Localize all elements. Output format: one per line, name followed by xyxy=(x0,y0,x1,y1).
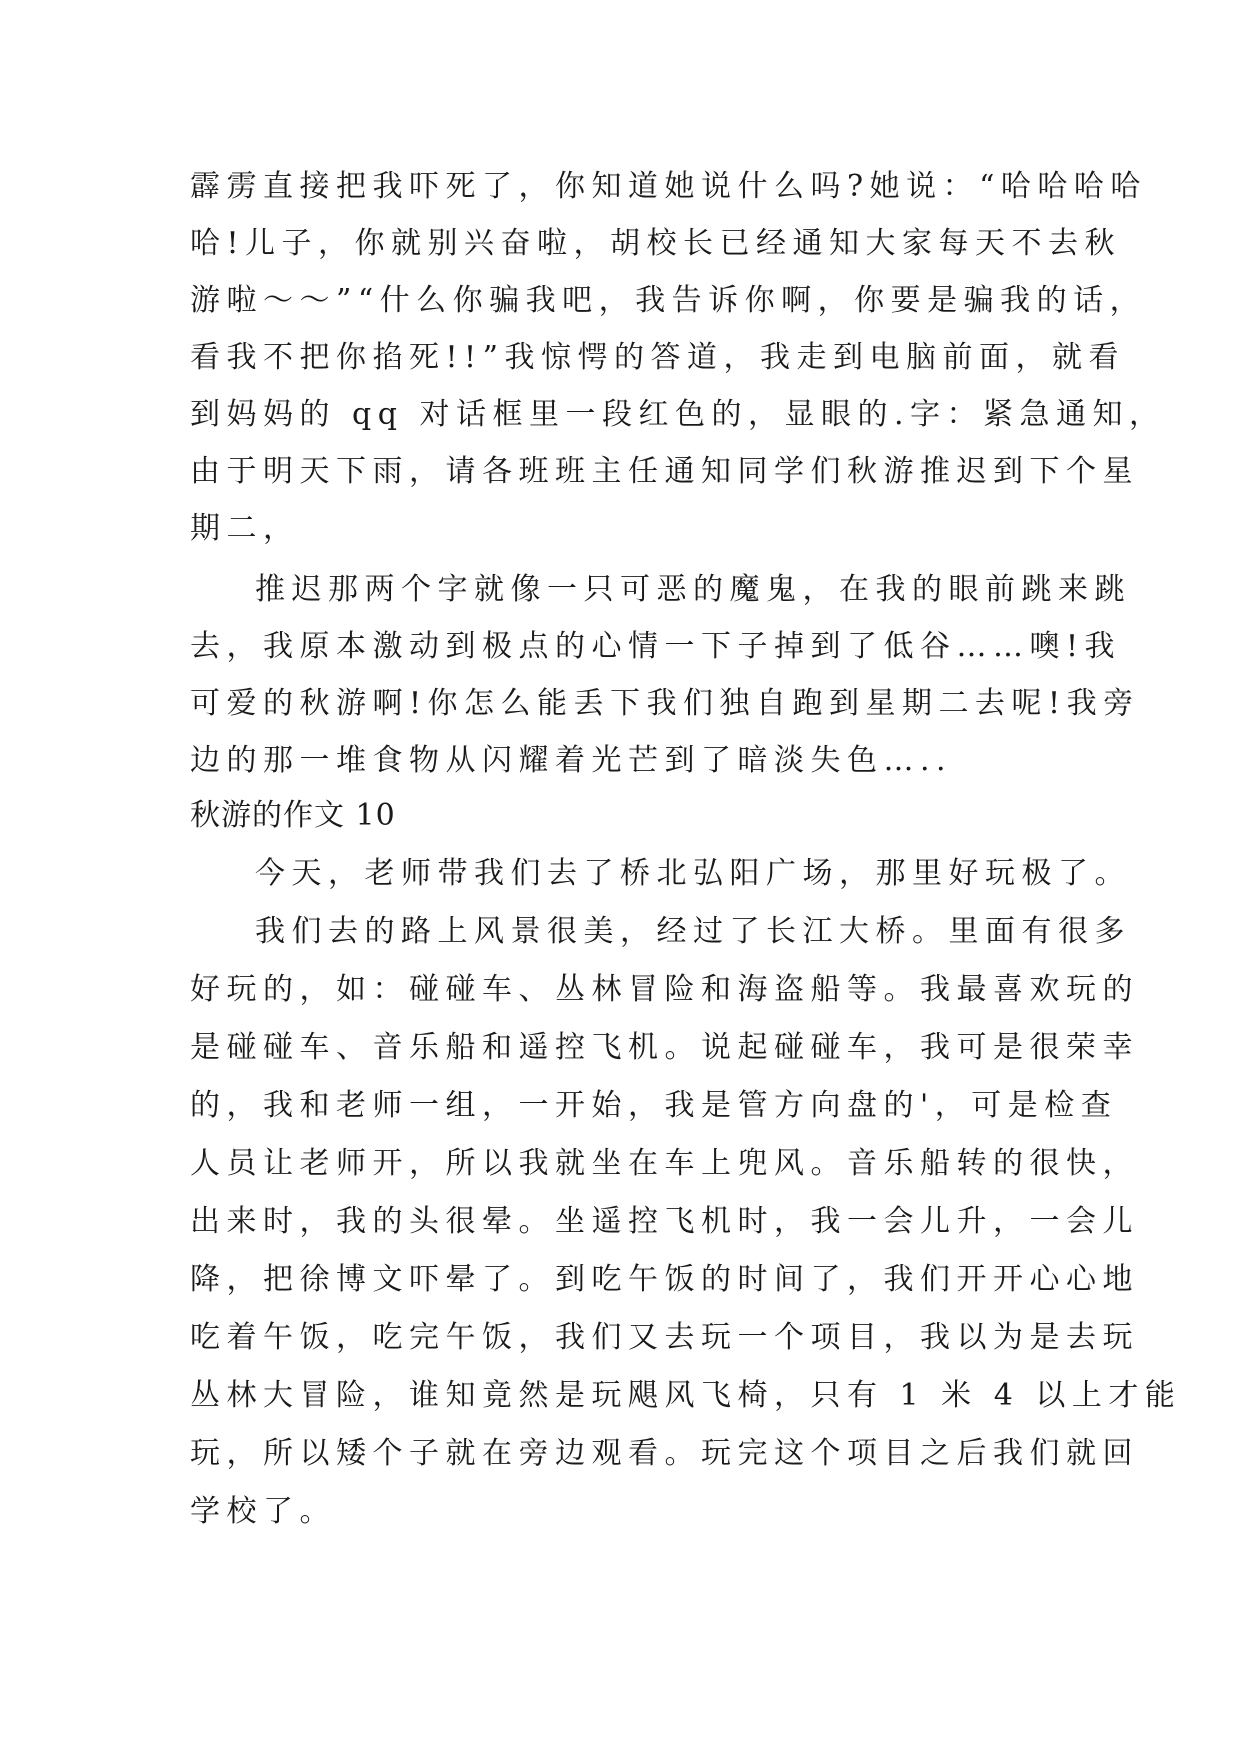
text-line: 学校了。 xyxy=(190,1494,336,1529)
text-line: 可爱的秋游啊!你怎么能丢下我们独自跑到星期二去呢!我旁 xyxy=(190,686,1140,721)
essay-title: 秋游的作文 10 xyxy=(190,798,396,833)
text-line: 的，我和老师一组，一开始，我是管方向盘的'，可是检查 xyxy=(190,1088,1118,1123)
text-line: 哈!儿子，你就别兴奋啦，胡校长已经通知大家每天不去秋 xyxy=(190,226,1122,261)
paragraph-first-line: 今天，老师带我们去了桥北弘阳广场，那里好玩极了。 xyxy=(255,856,1131,891)
text-line: 边的那一堆食物从闪耀着光芒到了暗淡失色….. xyxy=(190,743,953,778)
text-line: 到妈妈的 qq 对话框里一段红色的，显眼的.字：紧急通知， xyxy=(190,397,1166,432)
text-line: 好玩的，如：碰碰车、丛林冒险和海盗船等。我最喜欢玩的 xyxy=(190,972,1139,1007)
text-line: 出来时，我的头很晕。坐遥控飞机时，我一会儿升，一会儿 xyxy=(190,1204,1139,1239)
paragraph-first-line: 我们去的路上风景很美，经过了长江大桥。里面有很多 xyxy=(255,914,1131,949)
text-line: 看我不把你掐死!!”我惊愕的答道，我走到电脑前面，就看 xyxy=(190,340,1125,375)
text-line: 游啦～～”“什么你骗我吧，我告诉你啊，你要是骗我的话， xyxy=(190,283,1147,318)
text-line: 是碰碰车、音乐船和遥控飞机。说起碰碰车，我可是很荣幸 xyxy=(190,1030,1139,1065)
text-line: 去，我原本激动到极点的心情一下子掉到了低谷……噢!我 xyxy=(190,629,1122,664)
text-line: 人员让老师开，所以我就坐在车上兜风。音乐船转的很快， xyxy=(190,1146,1139,1181)
text-line: 玩，所以矮个子就在旁边观看。玩完这个项目之后我们就回 xyxy=(190,1436,1139,1471)
text-line: 期二， xyxy=(190,511,300,546)
text-line: 降，把徐博文吓晕了。到吃午饭的时间了，我们开开心心地 xyxy=(190,1262,1139,1297)
paragraph-first-line: 推迟那两个字就像一只可恶的魔鬼，在我的眼前跳来跳 xyxy=(255,572,1131,607)
text-line: 由于明天下雨，请各班班主任通知同学们秋游推迟到下个星 xyxy=(190,454,1139,489)
text-line: 吃着午饭，吃完午饭，我们又去玩一个项目，我以为是去玩 xyxy=(190,1320,1139,1355)
text-line: 丛林大冒险，谁知竟然是玩飓风飞椅，只有 1 米 4 以上才能 xyxy=(190,1378,1182,1413)
text-line: 霹雳直接把我吓死了，你知道她说什么吗?她说：“哈哈哈哈 xyxy=(190,169,1147,204)
